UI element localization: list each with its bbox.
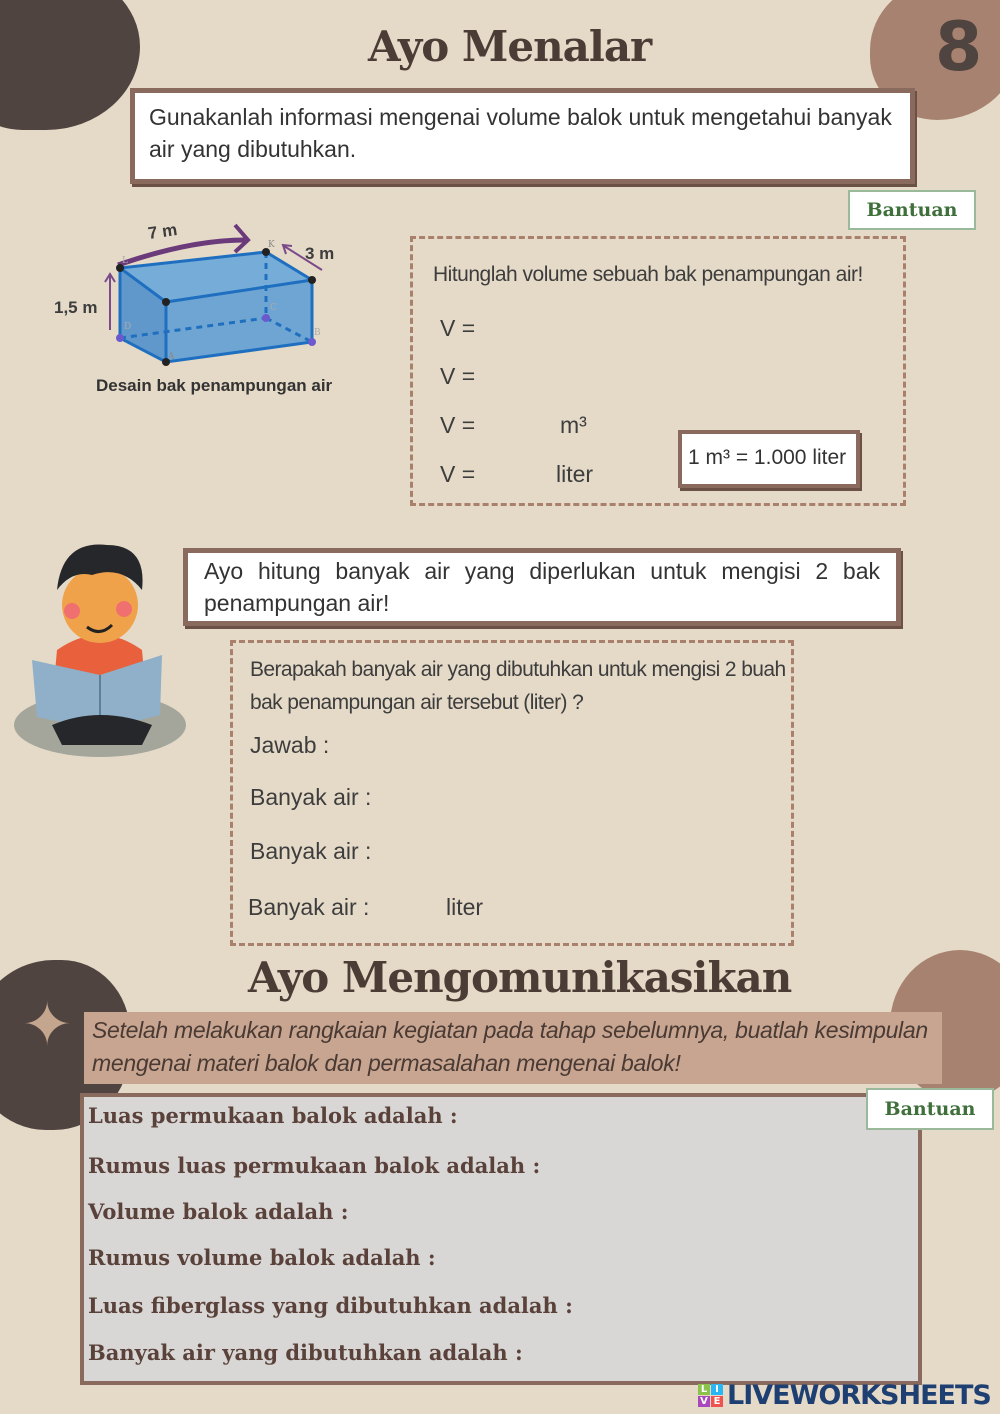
logo-letter: E — [711, 1396, 723, 1407]
vertex-label: C — [270, 303, 277, 313]
volume-row-label: V = — [440, 461, 476, 487]
volume-task: Hitunglah volume sebuah bak penampungan air! — [433, 263, 863, 286]
conclusion-item: Luas permukaan balok adalah : — [88, 1103, 458, 1128]
logo-icon — [698, 1384, 723, 1407]
conclusion-item: Rumus luas permukaan balok adalah : — [88, 1153, 541, 1178]
volume-unit: m³ — [560, 412, 587, 438]
decor-blob — [0, 0, 140, 130]
logo-letter: V — [698, 1396, 710, 1407]
vertex-label: D — [124, 322, 132, 332]
conversion-note: 1 m³ = 1.000 liter — [678, 430, 860, 488]
logo-letter: L — [698, 1384, 710, 1395]
water-row-label: Banyak air : — [248, 894, 370, 920]
help-button[interactable]: Bantuan — [866, 1088, 994, 1130]
answer-label: Jawab : — [250, 732, 330, 758]
volume-row-label: V = — [440, 363, 476, 389]
instruction-card: Setelah melakukan rangkaian kegiatan pada tahap sebelumnya, buatlah kesimpulan mengenai materi balok dan permasalahan mengenai balok! — [84, 1012, 942, 1084]
conclusion-item: Rumus volume balok adalah : — [88, 1245, 436, 1270]
water-row-label: Banyak air : — [250, 784, 372, 810]
dimension-height: 1,5 m — [54, 298, 98, 317]
sparkle-icon: ✦ — [22, 990, 73, 1060]
vertex-label: K — [268, 240, 275, 250]
conclusion-item: Banyak air yang dibutuhkan adalah : — [88, 1340, 523, 1365]
logo-letter: I — [711, 1384, 723, 1395]
child-reading-illustration — [12, 535, 192, 760]
instruction-card: Gunakanlah informasi mengenai volume balok untuk mengetahui banyak air yang dibutuhkan. — [130, 88, 915, 184]
section-title: Ayo Menalar — [368, 22, 652, 71]
vertex-label: A — [168, 352, 175, 362]
question-text: Berapakah banyak air yang dibutuhkan untuk mengisi 2 buah bak penampungan air tersebut (liter) ? — [250, 658, 786, 714]
conclusion-item: Luas fiberglass yang dibutuhkan adalah : — [88, 1293, 573, 1318]
volume-row-label: V = — [440, 315, 476, 341]
help-button[interactable]: Bantuan — [848, 190, 976, 230]
vertex-label: B — [314, 328, 321, 338]
conclusion-item: Volume balok adalah : — [88, 1199, 349, 1224]
water-unit: liter — [446, 894, 484, 920]
instruction-card: Ayo hitung banyak air yang diperlukan untuk mengisi 2 bak penampungan air! — [183, 548, 901, 626]
page-number: 8 — [935, 8, 983, 87]
liveworksheets-logo — [698, 1380, 991, 1411]
conclusion-box[interactable] — [80, 1093, 922, 1385]
diagram-caption: Desain bak penampungan air — [96, 376, 333, 395]
volume-unit: liter — [556, 461, 594, 487]
vertex-label: L — [122, 256, 128, 266]
cuboid-diagram — [40, 210, 380, 380]
dimension-length: 7 m — [146, 220, 179, 243]
dimension-width: 3 m — [305, 244, 335, 263]
volume-row-label: V = — [440, 412, 476, 438]
section-title: Ayo Mengomunikasikan — [248, 953, 792, 1002]
water-row-label: Banyak air : — [250, 838, 372, 864]
brand-name: LIVEWORKSHEETS — [727, 1380, 991, 1411]
